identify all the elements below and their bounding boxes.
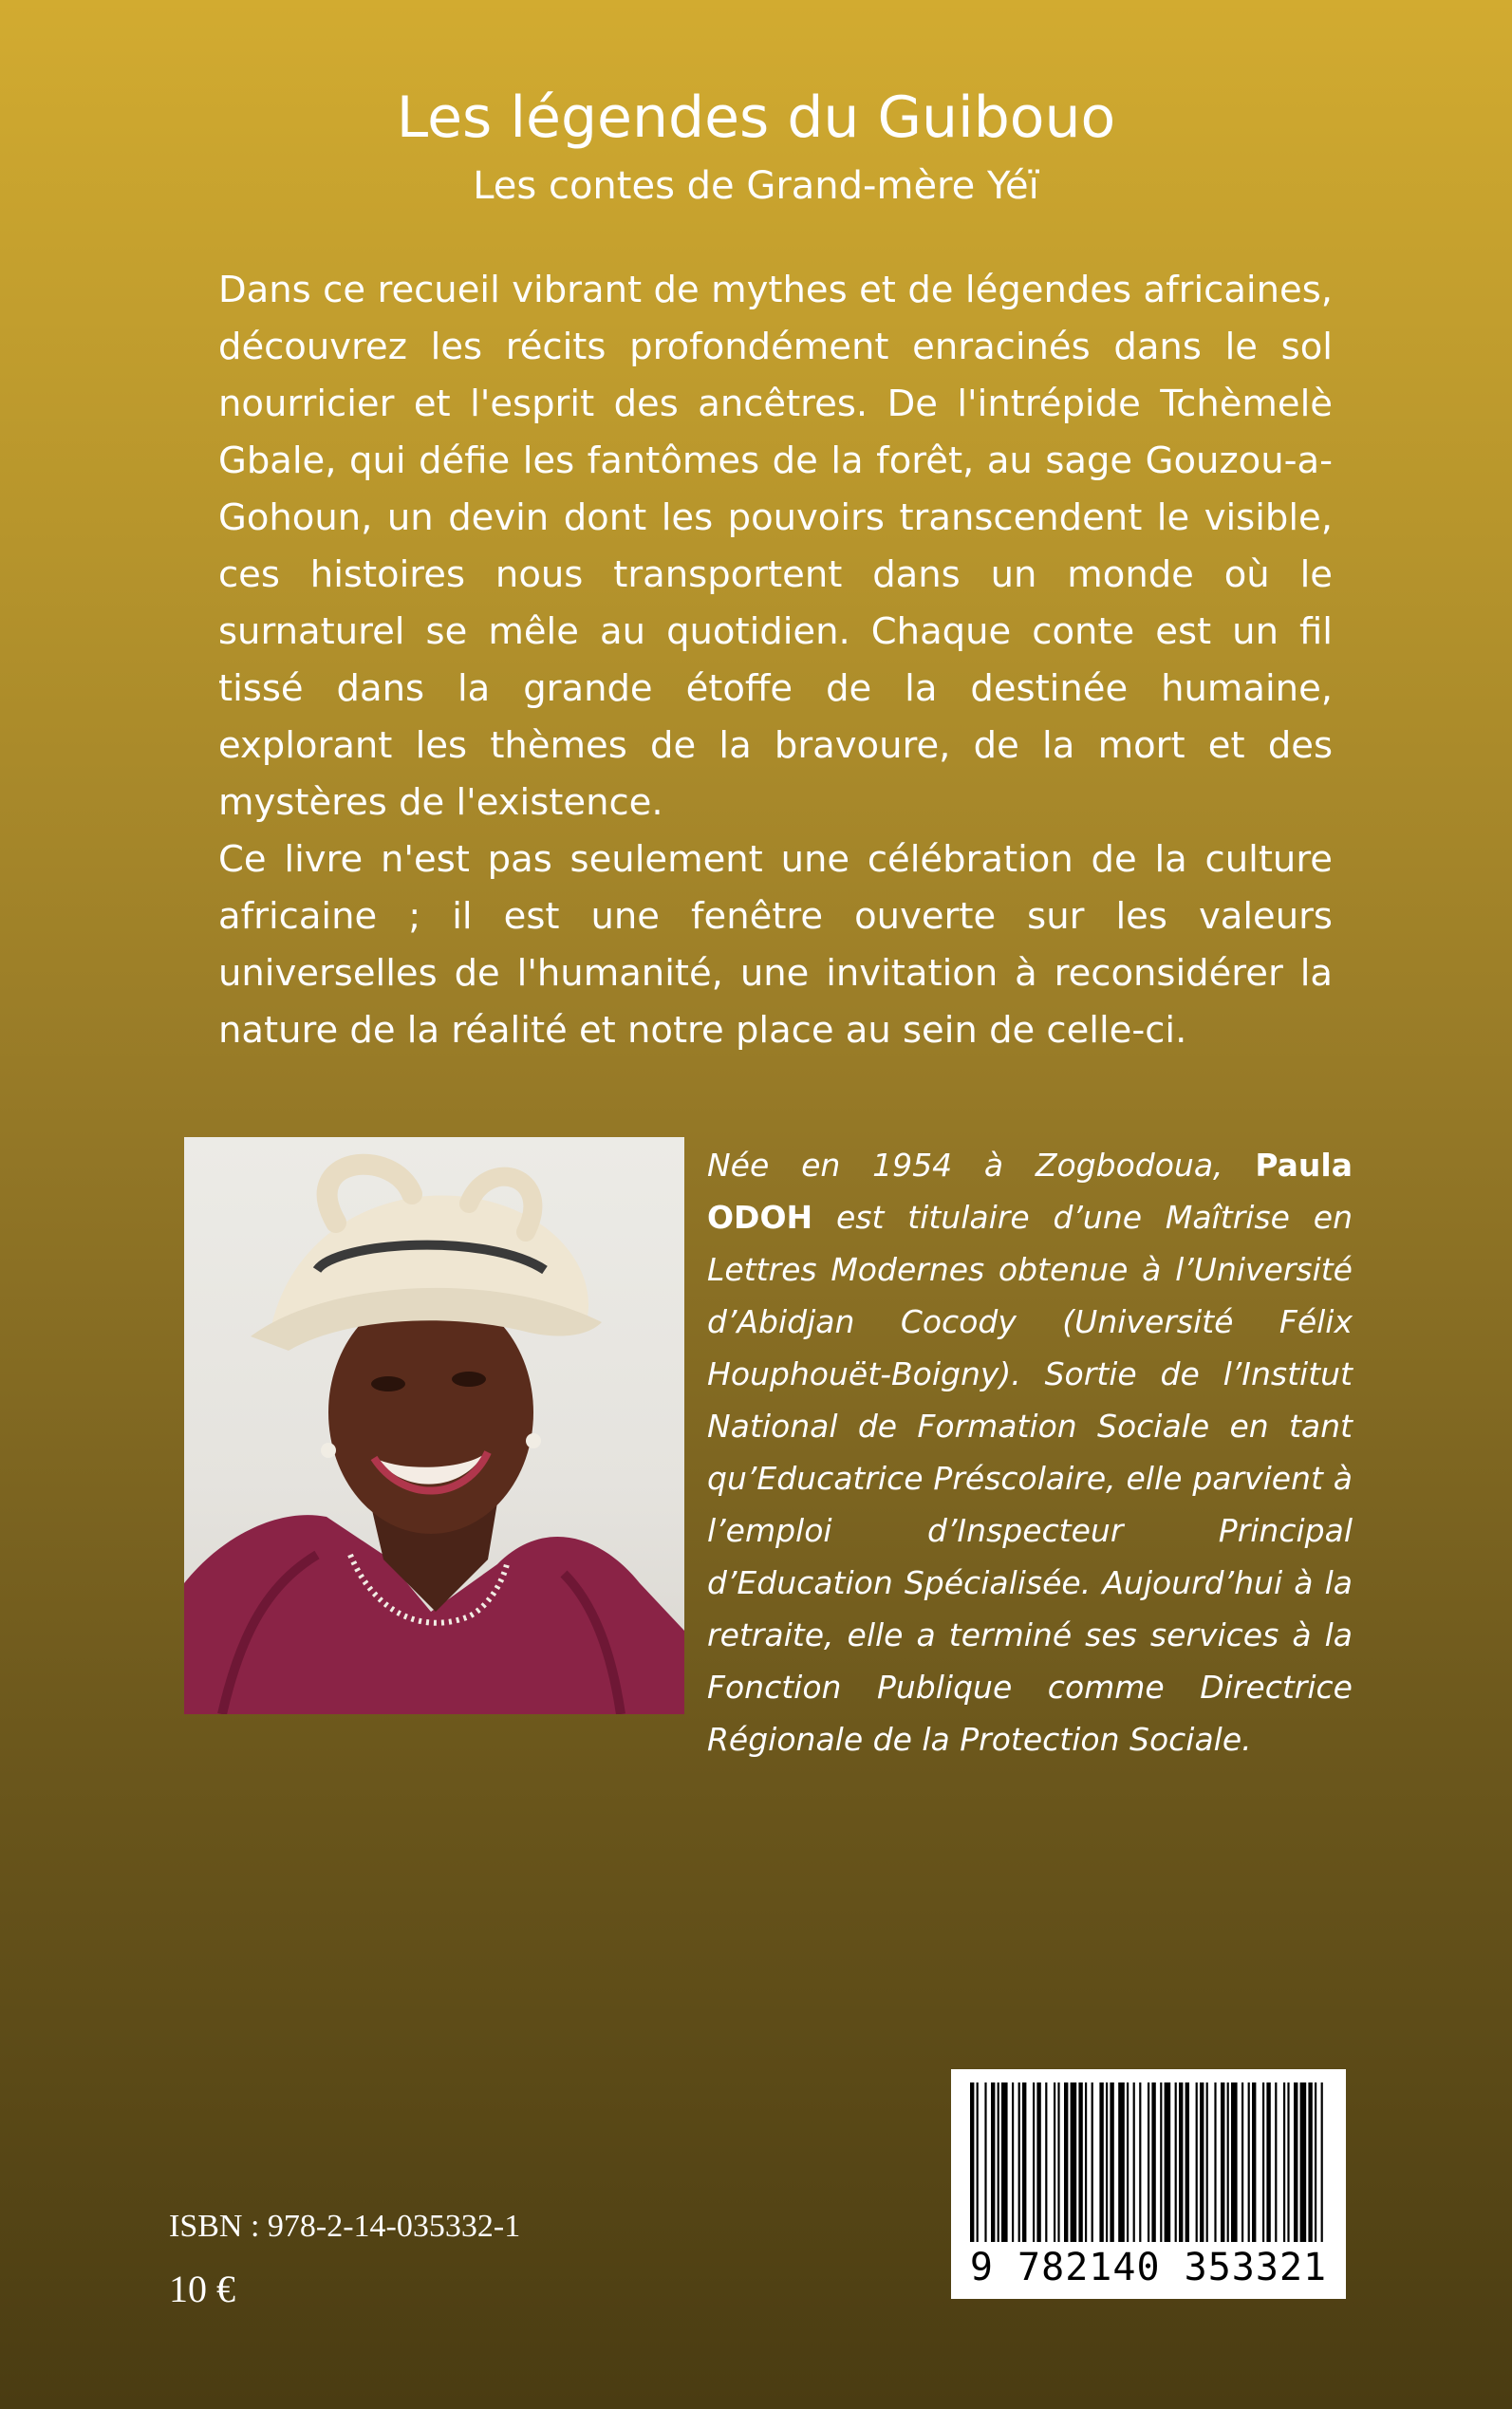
barcode-bar [1262, 2082, 1264, 2242]
barcode-bar [1308, 2082, 1312, 2242]
barcode-bar [1200, 2082, 1204, 2242]
barcode-bar [1266, 2082, 1270, 2242]
barcode-bar [1241, 2082, 1243, 2242]
barcode-bar [970, 2082, 974, 2242]
bio-intro: Née en 1954 à Zogbodoua, [707, 1147, 1256, 1184]
isbn-barcode [951, 2069, 1346, 2299]
barcode-bar [1206, 2082, 1208, 2242]
barcode-bar [1252, 2082, 1256, 2242]
barcode-bar [991, 2082, 995, 2242]
barcode-bar [1064, 2082, 1068, 2242]
bio-text: est titulaire d’une Maîtrise en Lettres Modernes obtenue à l’Université d’Abidjan Cocody (Université Félix Houphouët-Boigny). Sortie de l’Institut National de Formation Sociale en tant qu’Educatrice Préscolaire, elle parvient à l’emploi d’Inspecteur Principal d’Education Spécialisée. Aujourd’hui à la retraite, elle a terminé ses services à la Fonction Publique comme Directrice Régionale de la Protection Sociale. [707, 1199, 1353, 1758]
barcode-bar [1248, 2082, 1250, 2242]
barcode-bar [1085, 2082, 1087, 2242]
barcode-bar [1214, 2082, 1216, 2242]
barcode-bar [1160, 2082, 1162, 2242]
barcode-bar [1127, 2082, 1129, 2242]
barcode-bar [1036, 2082, 1040, 2242]
barcode-digits: 9 782140 353321 [969, 2246, 1328, 2289]
book-subtitle: Les contes de Grand-mère Yéï [473, 164, 1039, 208]
barcode-bar [1151, 2082, 1155, 2242]
barcode-bar [1321, 2082, 1323, 2242]
barcode-bar [1078, 2082, 1082, 2242]
barcode-bar [1054, 2082, 1055, 2242]
book-title: Les légendes du Guibouo [396, 84, 1116, 151]
barcode-bar [1231, 2082, 1238, 2242]
barcode-bar [1221, 2082, 1224, 2242]
isbn-number: ISBN : 978-2-14-035332-1 [169, 2209, 521, 2244]
barcode-bar [1283, 2082, 1285, 2242]
barcode-bar [1300, 2082, 1307, 2242]
barcode-bar [984, 2082, 986, 2242]
barcode-bar [1106, 2082, 1108, 2242]
barcode-bar [1287, 2082, 1289, 2242]
barcode-bar [977, 2082, 979, 2242]
author-photo [184, 1137, 684, 1714]
barcode-bar [1022, 2082, 1026, 2242]
barcode-bar [1294, 2082, 1297, 2242]
barcode-bar [1133, 2082, 1135, 2242]
author-name: Paula ODOH [707, 1147, 1353, 1236]
barcode-bar [1196, 2082, 1198, 2242]
barcode-bar [1099, 2082, 1103, 2242]
barcode-bar [1179, 2082, 1183, 2242]
barcode-bar [1185, 2082, 1189, 2242]
barcode-bar [1139, 2082, 1141, 2242]
barcode-bar [1110, 2082, 1113, 2242]
barcode-bar [1057, 2082, 1059, 2242]
barcode-bar [1118, 2082, 1125, 2242]
barcode-bar [1165, 2082, 1171, 2242]
barcode-bar [1227, 2082, 1229, 2242]
barcode-bar [1071, 2082, 1077, 2242]
barcode-bar [1315, 2082, 1316, 2242]
blurb-paragraph-1: Dans ce recueil vibrant de mythes et de légendes africaines, découvrez les récits profondément enracinés dans le sol nourricier et l'esprit des ancêtres. De l'intrépide Tchèmelè Gbale, qui défie les fantômes de la forêt, au sage Gouzou-a-Gohoun, un devin dont les pouvoirs transcendent le visible, ces histoires nous transportent dans un monde où le surnaturel se mêle au quotidien. Chaque conte est un fil tissé dans la grande étoffe de la destinée humaine, explorant les thèmes de la bravoure, de la mort et des mystères de l'existence. [218, 269, 1333, 824]
barcode-bar [998, 2082, 999, 2242]
barcode-bar [1012, 2082, 1014, 2242]
barcode-bar [1092, 2082, 1093, 2242]
blurb-paragraph-2: Ce livre n'est pas seulement une célébration de la culture africaine ; il est une fenêtre ouverte sur les valeurs universelles de l'humanité, une invitation à reconsidérer la nature de la réalité et notre place au sein de celle-ci. [218, 838, 1333, 1052]
price: 10 € [169, 2268, 235, 2310]
barcode-bar [1275, 2082, 1277, 2242]
barcode-bar [1033, 2082, 1035, 2242]
back-cover-blurb [218, 262, 1333, 1059]
barcode-bar [1148, 2082, 1149, 2242]
barcode-bar [1045, 2082, 1047, 2242]
barcode-bar [1018, 2082, 1020, 2242]
barcode-bar [1175, 2082, 1177, 2242]
barcode-bar [1001, 2082, 1008, 2242]
author-biography [707, 1139, 1353, 1765]
author-portrait-illustration [184, 1137, 684, 1714]
